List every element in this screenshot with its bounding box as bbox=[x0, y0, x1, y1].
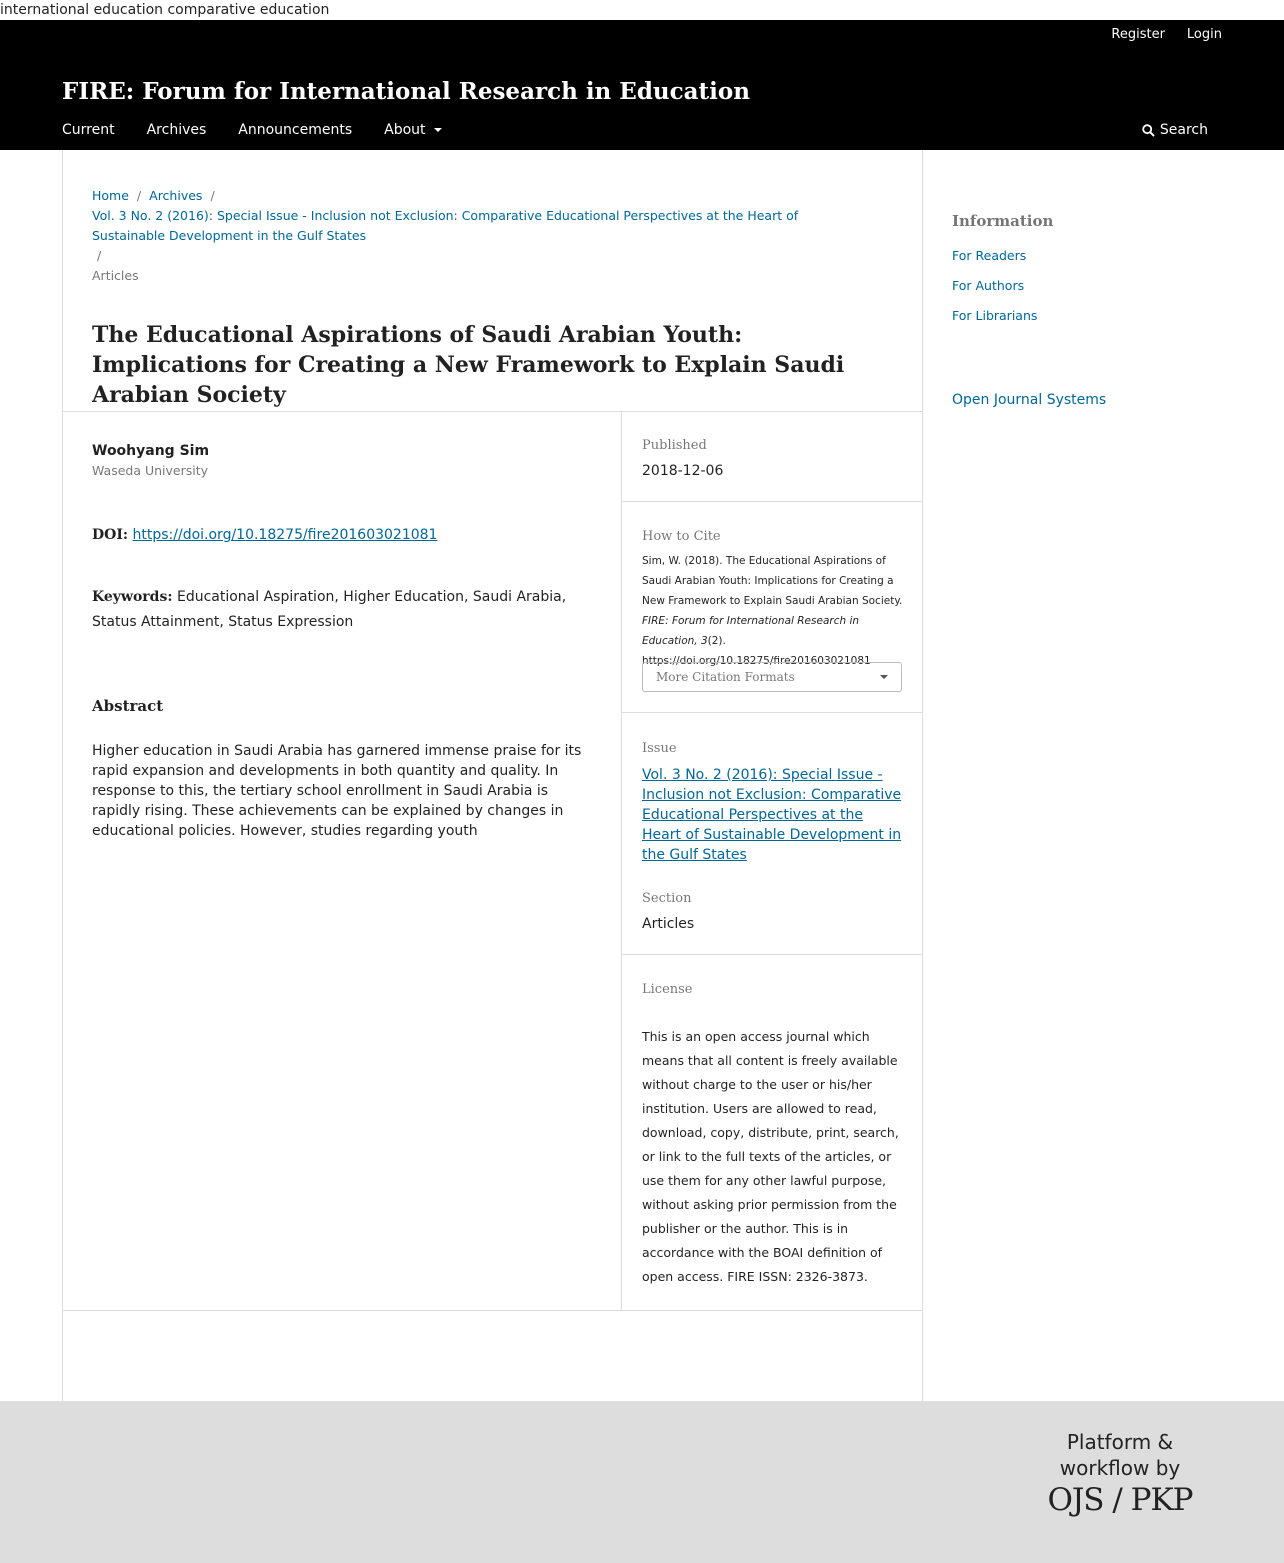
citation-text bbox=[642, 551, 904, 671]
issue-label: Issue bbox=[642, 741, 677, 756]
sidebar-link-readers[interactable]: For Readers bbox=[952, 248, 1027, 263]
search-button[interactable] bbox=[1142, 121, 1208, 139]
nav-about-label: About bbox=[384, 122, 426, 138]
breadcrumb-separator: / bbox=[210, 188, 215, 203]
citation-body: Sim, W. (2018). The Educational Aspirations of Saudi Arabian Youth: Implications for Creating a New Framework to Explain Saudi Arabian Society. bbox=[642, 555, 903, 607]
nav-archives[interactable]: Archives bbox=[146, 122, 207, 138]
sidebar-heading: Information bbox=[952, 212, 1054, 230]
register-link[interactable]: Register bbox=[1111, 27, 1165, 42]
published-block bbox=[622, 411, 922, 502]
login-link[interactable]: Login bbox=[1186, 27, 1222, 42]
author-name: Woohyang Sim bbox=[92, 443, 210, 459]
site-footer bbox=[0, 1401, 1284, 1563]
abstract-text: Higher education in Saudi Arabia has garnered immense praise for its rapid expansion and developments in both quantity and quality. In response to this, the tertiary school enrollment in Saudi Arabia is rapidly rising. These achievements can be explained by changes in educational policies. However, studies regarding youth bbox=[92, 743, 582, 839]
chevron-down-icon bbox=[434, 128, 442, 132]
breadcrumb-issue[interactable]: Vol. 3 No. 2 (2016): Special Issue - Inclusion not Exclusion: Comparative Educational Perspectives at the Heart of Sustainable Development in the Gulf States bbox=[92, 208, 799, 243]
search-icon bbox=[1142, 124, 1155, 137]
cite-label: How to Cite bbox=[642, 529, 721, 544]
section-value: Articles bbox=[642, 916, 695, 932]
search-label: Search bbox=[1159, 122, 1208, 138]
sidebar-link-authors[interactable]: For Authors bbox=[952, 278, 1025, 293]
article-title: The Educational Aspirations of Saudi Arabian Youth: Implications for Creating a New Framework to Explain Saudi Arabian Society bbox=[92, 322, 845, 408]
site-title[interactable]: FIRE: Forum for International Research in Education bbox=[62, 78, 750, 105]
primary-nav bbox=[62, 121, 442, 139]
citation-issue-doi: (2). https://doi.org/10.18275/fire201603021081 bbox=[642, 635, 871, 667]
citation-journal: FIRE: Forum for International Research in Education, 3 bbox=[642, 615, 860, 647]
doi-label: DOI: bbox=[92, 527, 129, 543]
ojs-link[interactable]: Open Journal Systems bbox=[952, 392, 1107, 408]
keywords-section bbox=[92, 585, 597, 635]
logo-line-2: workflow by bbox=[1059, 1456, 1181, 1480]
author-affiliation: Waseda University bbox=[92, 463, 209, 478]
nav-current[interactable]: Current bbox=[62, 122, 115, 138]
breadcrumb-separator: / bbox=[97, 248, 102, 263]
nav-about[interactable] bbox=[384, 121, 441, 139]
nav-announcements[interactable]: Announcements bbox=[238, 122, 353, 138]
keywords-value: Educational Aspiration, Higher Education, Saudi Arabia, Status Attainment, Status Expression bbox=[92, 589, 567, 630]
sidebar-link-librarians[interactable]: For Librarians bbox=[952, 308, 1038, 323]
chevron-down-icon bbox=[880, 675, 888, 679]
breadcrumb-home[interactable]: Home bbox=[92, 188, 129, 203]
doi-section bbox=[92, 525, 437, 545]
breadcrumb-separator: / bbox=[136, 188, 142, 203]
divider bbox=[63, 1310, 922, 1311]
license-text: This is an open access journal which means that all content is freely available without charge to the user or his/her institution. Users are allowed to read, download, copy, distribute, print, search, or link to the full texts of the articles, or use them for any other lawful purpose, without asking prior permission from the publisher or the author. This is in accordance with the BOAI definition of open access. FIRE ISSN: 2326-3873. bbox=[642, 1029, 899, 1284]
pkp-logo[interactable] bbox=[1040, 1429, 1200, 1529]
doi-link[interactable]: https://doi.org/10.18275/fire201603021081 bbox=[132, 527, 438, 543]
published-date: 2018-12-06 bbox=[642, 463, 724, 479]
license-label: License bbox=[642, 982, 693, 997]
citation-formats-dropdown[interactable] bbox=[642, 662, 902, 692]
logo-line-3: OJS / PKP bbox=[1047, 1482, 1193, 1518]
breadcrumb-current: Articles bbox=[92, 268, 139, 283]
main-content bbox=[62, 150, 923, 1401]
keywords-label: Keywords: bbox=[92, 589, 173, 605]
site-header bbox=[0, 20, 1284, 150]
section-label: Section bbox=[642, 891, 692, 906]
published-label: Published bbox=[642, 438, 707, 453]
abstract-heading: Abstract bbox=[92, 697, 164, 715]
logo-line-1: Platform & bbox=[1066, 1430, 1174, 1454]
page-top-text: international education comparative education bbox=[0, 2, 330, 18]
citation-formats-label: More Citation Formats bbox=[656, 670, 795, 684]
user-nav bbox=[1111, 26, 1222, 44]
breadcrumb-archives[interactable]: Archives bbox=[149, 188, 203, 203]
breadcrumb bbox=[92, 186, 832, 286]
issue-link[interactable]: Vol. 3 No. 2 (2016): Special Issue - Inclusion not Exclusion: Comparative Educational Perspectives at the Heart of Sustainable Development in the Gulf States bbox=[642, 767, 902, 863]
